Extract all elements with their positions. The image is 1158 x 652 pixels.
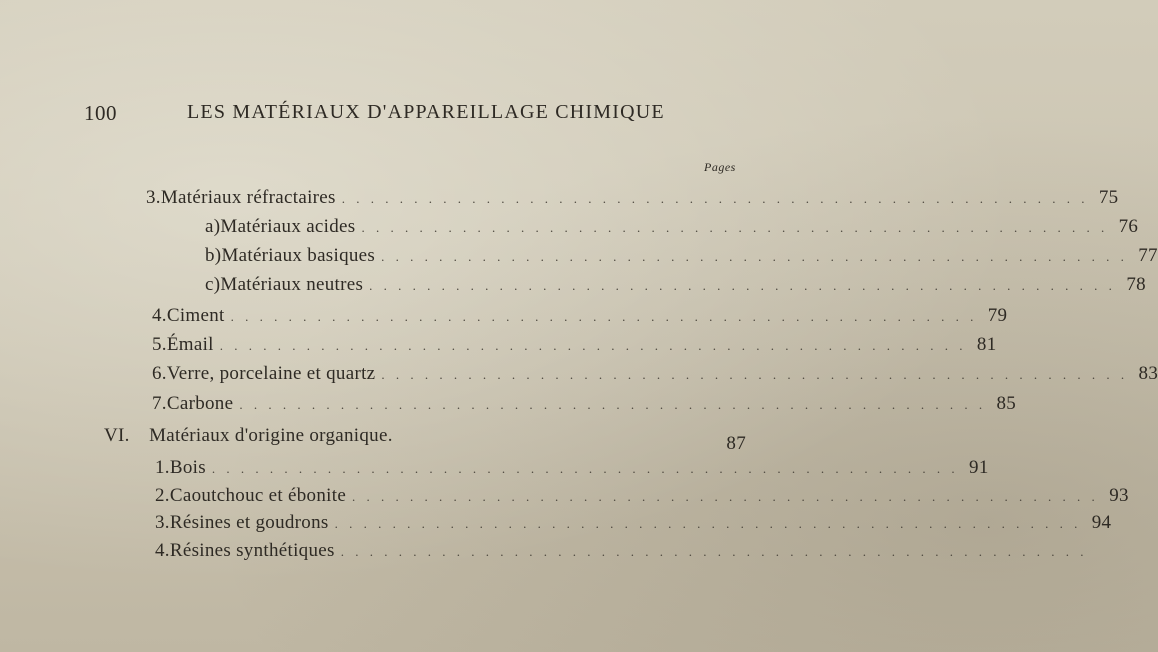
toc-entry-page: 83 xyxy=(1138,363,1158,384)
leader-dots: . . . . . . . . . . . . . . . . . . . . . . . . . . . . . . . . . . . . . . . . . . . . . . . . . . . . xyxy=(334,516,1082,531)
toc-entry-label: Carbone xyxy=(166,393,234,414)
toc-entry-label: Matériaux réfractaires xyxy=(160,187,336,208)
toc-entry xyxy=(155,509,1112,537)
toc-entry-number: 6. xyxy=(152,363,167,384)
toc-entry xyxy=(155,537,1088,565)
toc-entry-page: 76 xyxy=(1118,216,1139,237)
leader-dots: . . . . . . . . . . . . . . . . . . . . . . . . . . . . . . . . . . . . . . . . . . . . . . . . . . . . xyxy=(230,309,978,324)
toc-entry-page: 93 xyxy=(1109,485,1129,506)
leader-dots: . . . . . . . . . . . . . . . . . . . . . . . . . . . . . . . . . . . . . . . . . . . . . . . . . . . . xyxy=(211,461,959,476)
toc-entry-number: 3. xyxy=(146,187,161,208)
running-title: LES MATÉRIAUX D'APPAREILLAGE CHIMIQUE xyxy=(187,101,665,123)
leader-dots: . . . . . . . . . . . . . . . . . . . . . . . . . . . . . . . . . . . . . . . . . . . . . . . . . . . . xyxy=(381,367,1129,382)
toc-entry-label: Caoutchouc et ébonite xyxy=(169,485,347,506)
toc-entry-number: 5. xyxy=(152,334,167,355)
toc-entry-page: 75 xyxy=(1098,187,1119,208)
toc-entry-label: Verre, porcelaine et quartz xyxy=(166,363,376,384)
toc-entry-number: 1. xyxy=(155,457,170,478)
toc-entry-label: Matériaux acides xyxy=(220,216,356,237)
toc-entry-page: 91 xyxy=(969,457,989,478)
leader-dots: . . . . . . . . . . . . . . . . . . . . . . . . . . . . . . . . . . . . . . . . . . . . . . . . . . . . xyxy=(341,191,1089,206)
toc-section-page: 87 xyxy=(726,433,746,454)
toc-entry-number: 4. xyxy=(155,540,170,561)
toc-entry-number: c) xyxy=(205,274,221,295)
toc-entry xyxy=(155,482,1129,510)
toc-entry-label: Résines synthétiques xyxy=(169,540,335,561)
toc-entry-number: b) xyxy=(205,245,222,266)
leader-dots: . . . . . . . . . . . . . . . . . . . . . . . . . . . . . . . . . . . . . . . . . . . . . . . . . . . . xyxy=(340,544,1088,559)
toc-entry-label: Émail xyxy=(166,334,214,355)
toc-entry-label: Matériaux basiques xyxy=(221,245,376,266)
toc-entry xyxy=(205,213,1139,241)
leader-dots: . . . . . . . . . . . . . . . . . . . . . . . . . . . . . . . . . . . . . . . . . . . . . . . . . . . . xyxy=(381,249,1128,264)
toc-entry-page: 94 xyxy=(1091,512,1112,533)
toc-entry xyxy=(152,360,1158,388)
toc-entry xyxy=(205,242,1158,270)
toc-entry-number: 2. xyxy=(155,485,170,506)
pages-column-label: Pages xyxy=(704,160,736,174)
toc-entry-label: Ciment xyxy=(166,305,225,326)
leader-dots: . . . . . . . . . . . . . . . . . . . . . . . . . . . . . . . . . . . . . . . . . . . . . . . . . . . . xyxy=(219,338,967,353)
toc-entry-page: 77 xyxy=(1138,245,1158,266)
page-number: 100 xyxy=(84,101,117,125)
toc-entry-page: 81 xyxy=(976,334,997,355)
toc-entry xyxy=(152,302,1008,330)
toc-entry xyxy=(152,390,1017,418)
toc-entry xyxy=(155,454,989,482)
leader-dots: . . . . . . . . . . . . . . . . . . . . . . . . . . . . . . . . . . . . . . . . . . . . . . . . . . . . xyxy=(352,489,1099,504)
toc-section-label: Matériaux d'origine organique. xyxy=(149,425,393,446)
toc-entry-number: 7. xyxy=(152,393,167,414)
toc-entry-page: 85 xyxy=(996,393,1017,414)
toc-entry xyxy=(146,184,1119,212)
toc-entry-page: 79 xyxy=(987,305,1008,326)
toc-entry-number: 3. xyxy=(155,512,170,533)
toc-entry xyxy=(152,331,997,359)
toc-section-number: VI. xyxy=(104,425,130,446)
toc-entry-number: 4. xyxy=(152,305,167,326)
leader-dots: . . . . . . . . . . . . . . . . . . . . . . . . . . . . . . . . . . . . . . . . . . . . . . . . . . . . xyxy=(369,278,1116,293)
toc-section-heading xyxy=(104,425,393,447)
toc-entry-page: 78 xyxy=(1126,274,1146,295)
toc-entry-label: Bois xyxy=(169,457,206,478)
toc-entry-label: Résines et goudrons xyxy=(169,512,329,533)
toc-entry xyxy=(205,271,1146,299)
leader-dots: . . . . . . . . . . . . . . . . . . . . . . . . . . . . . . . . . . . . . . . . . . . . . . . . . . . . xyxy=(361,220,1109,235)
leader-dots: . . . . . . . . . . . . . . . . . . . . . . . . . . . . . . . . . . . . . . . . . . . . . . . . . . . . xyxy=(239,397,987,412)
toc-entry-label: Matériaux neutres xyxy=(220,274,364,295)
toc-entry-number: a) xyxy=(205,216,221,237)
